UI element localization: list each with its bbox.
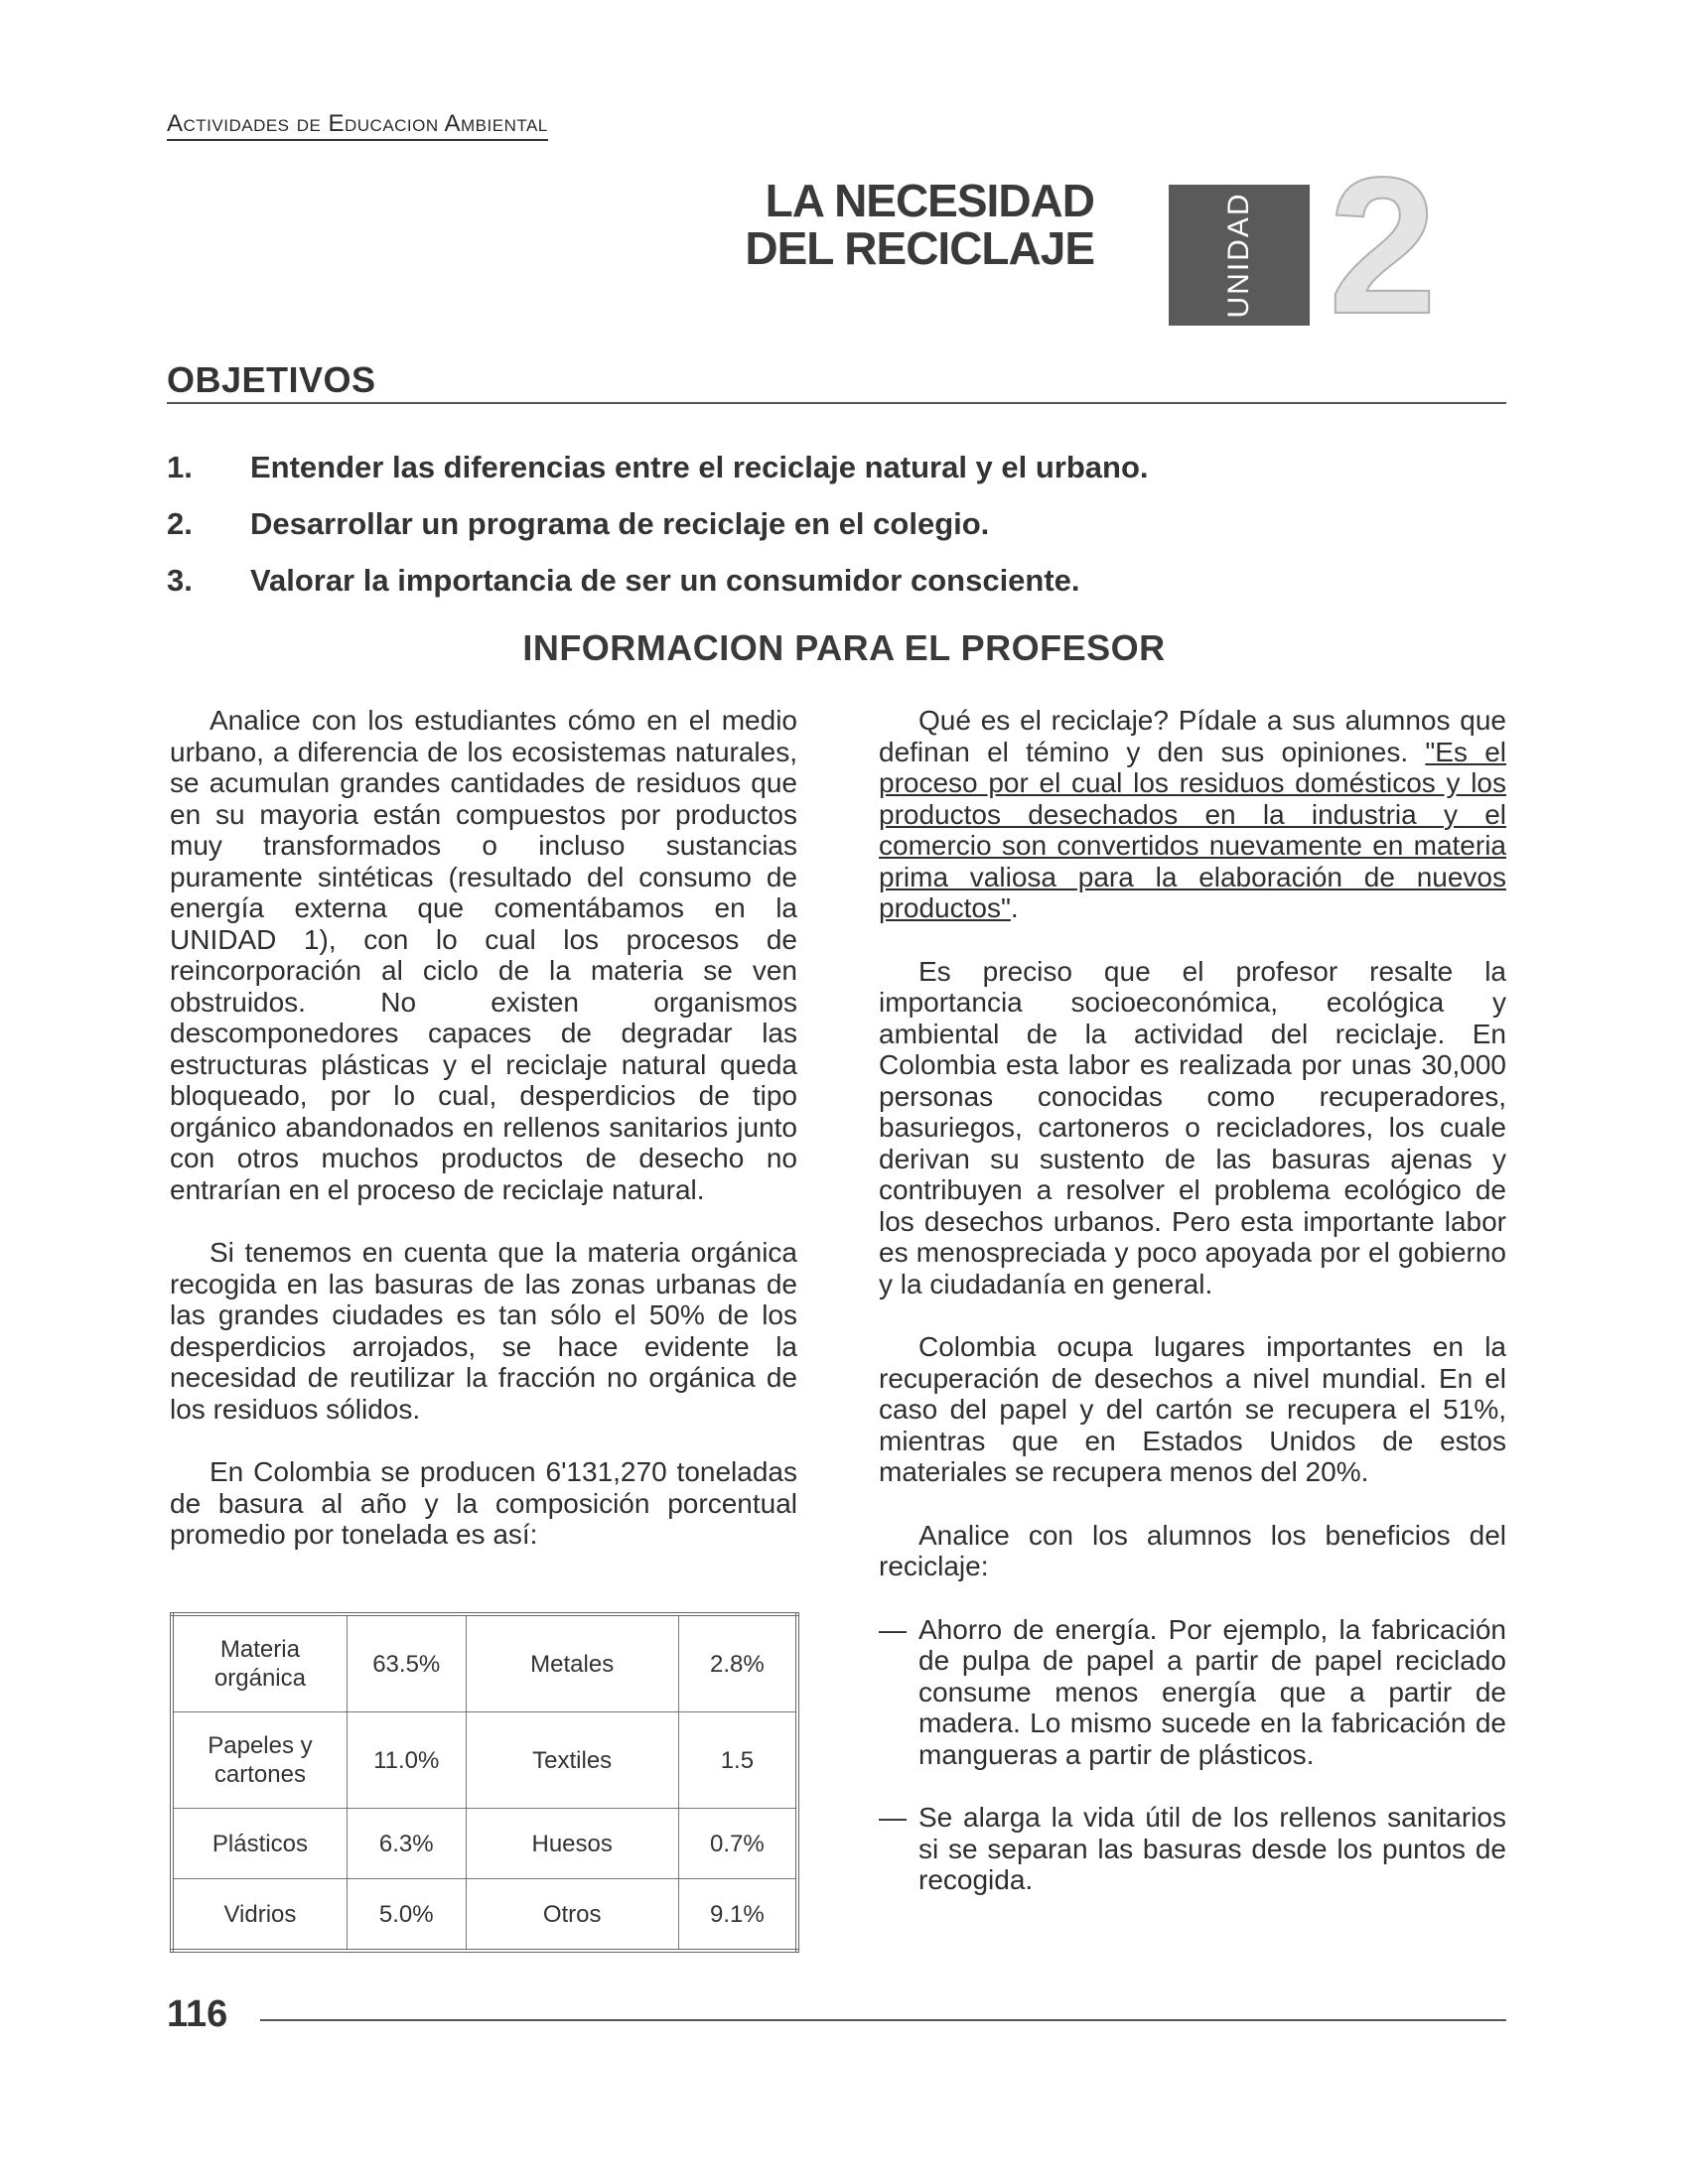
unit-number: 2 bbox=[1329, 137, 1438, 354]
footer-divider bbox=[260, 2019, 1506, 2021]
table-cell-material: Materia orgánica bbox=[172, 1614, 347, 1712]
composition-table bbox=[170, 1612, 799, 1953]
dash-marker: — bbox=[879, 1613, 907, 1645]
left-paragraph-2: Si tenemos en cuenta que la materia orgánica recogida en las basuras de las zonas urbanas de las grandes ciudades es tan sólo el 50% de los desperdicios arrojados, se hace evidente la necesidad de reutilizar la fracción no orgánica de los residuos sólidos. bbox=[170, 1237, 797, 1425]
right-column bbox=[879, 705, 1506, 1928]
table-row bbox=[172, 1614, 797, 1712]
objective-text: Entender las diferencias entre el reciclaje natural y el urbano. bbox=[250, 450, 1149, 484]
table-cell-material: Vidrios bbox=[172, 1879, 347, 1952]
objective-item bbox=[167, 439, 1497, 495]
table-cell-material: Huesos bbox=[466, 1809, 678, 1879]
table-cell-material: Plásticos bbox=[172, 1809, 347, 1879]
definition-question: Qué es el reciclaje? Pídale a sus alumnos que definan el témino y den sus opiniones. bbox=[879, 705, 1506, 767]
benefit-text: Ahorro de energía. Por ejemplo, la fabricación de pulpa de papel a partir de papel reciclado consume menos energía que a partir de madera. Lo mismo sucede en la fabricación de mangueras a partir de plásticos. bbox=[918, 1613, 1506, 1770]
table-row bbox=[172, 1712, 797, 1809]
objective-text: Valorar la importancia de ser un consumidor consciente. bbox=[250, 563, 1080, 598]
objective-text: Desarrollar un programa de reciclaje en el colegio. bbox=[250, 506, 990, 541]
definition-quote: "Es el proceso por el cual los residuos domésticos y los productos desechados en la industria y el comercio son convertidos nuevamente en materia prima valiosa para la elaboración de nuevos productos" bbox=[879, 736, 1506, 923]
objective-item bbox=[167, 552, 1497, 609]
right-paragraph-3: Colombia ocupa lugares importantes en la recuperación de desechos a nivel mundial. En el caso del papel y del cartón se recupera el 51%, mientras que en Estados Unidos de estos materiales se recupera menos del 20%. bbox=[879, 1331, 1506, 1487]
running-header: Actividades de Educacion Ambiental bbox=[167, 111, 548, 141]
table-cell-percent: 6.3% bbox=[347, 1809, 466, 1879]
table-cell-percent: 9.1% bbox=[678, 1879, 797, 1952]
objectives-divider bbox=[167, 402, 1506, 404]
objectives-list bbox=[167, 439, 1497, 609]
left-column bbox=[170, 705, 797, 1582]
info-heading: INFORMACION PARA EL PROFESOR bbox=[522, 627, 1166, 668]
left-paragraph-1: Analice con los estudiantes cómo en el medio urbano, a diferencia de los ecosistemas naturales, se acumulan grandes cantidades de residuos que en su mayoria están compuestos por productos muy transformados o incluso sustancias puramente sintéticas (resultado del consumo de energía externa que comentábamos en la UNIDAD 1), con lo cual los procesos de reincorporación al ciclo de la materia se ven obstruidos. No existen organismos descomponedores capaces de degradar las estructuras plásticas y el reciclaje natural queda bloqueado, por lo cual, desperdicios de tipo orgánico abandonados en rellenos sanitarios junto con otros muchos productos de desecho no entrarían en el proceso de reciclaje natural. bbox=[170, 705, 797, 1205]
table-cell-percent: 2.8% bbox=[678, 1614, 797, 1712]
page-number: 116 bbox=[167, 1993, 228, 2035]
unit-title-line-1: LA NECESIDAD bbox=[765, 175, 1094, 226]
unit-title bbox=[745, 177, 1094, 272]
table-cell-percent: 0.7% bbox=[678, 1809, 797, 1879]
objective-number: 3. bbox=[167, 563, 193, 598]
unit-tag-label: UNIDAD bbox=[1222, 192, 1255, 319]
table-cell-material: Otros bbox=[466, 1879, 678, 1952]
unit-title-line-2: DEL RECICLAJE bbox=[745, 222, 1094, 274]
objective-item bbox=[167, 495, 1497, 552]
benefit-item bbox=[879, 1802, 1506, 1896]
table-cell-percent: 5.0% bbox=[347, 1879, 466, 1952]
right-paragraph-2: Es preciso que el profesor resalte la importancia socioeconómica, ecológica y ambiental de la actividad del reciclaje. En Colombia esta labor es realizada por unas 30,000 personas conocidas como recuperadores, basuriegos, cartoneros o recicladores, los cuale derivan su sustento de las basuras ajenas y contribuyen a resolver el problema ecológico de los desechos urbanos. Pero esta importante labor es menospreciada y poco apoyada por el gobierno y la ciudadanía en general. bbox=[879, 955, 1506, 1299]
dash-marker: — bbox=[879, 1802, 907, 1833]
objective-number: 1. bbox=[167, 450, 193, 484]
table-cell-percent: 11.0% bbox=[347, 1712, 466, 1809]
objectives-heading: OBJETIVOS bbox=[167, 359, 376, 400]
table-cell-material: Textiles bbox=[466, 1712, 678, 1809]
right-paragraph-4: Analice con los alumnos los beneficios del reciclaje: bbox=[879, 1519, 1506, 1581]
left-paragraph-3: En Colombia se producen 6'131,270 toneladas de basura al año y la composición porcentual promedio por tonelada es así: bbox=[170, 1456, 797, 1550]
table-cell-percent: 1.5 bbox=[678, 1712, 797, 1809]
objective-number: 2. bbox=[167, 506, 193, 541]
right-paragraph-1 bbox=[879, 705, 1506, 924]
unit-tag bbox=[1169, 185, 1310, 326]
table-row bbox=[172, 1809, 797, 1879]
definition-end: . bbox=[1010, 892, 1019, 923]
table-cell-percent: 63.5% bbox=[347, 1614, 466, 1712]
benefit-text: Se alarga la vida útil de los rellenos sanitarios si se separan las basuras desde los puntos de recogida. bbox=[918, 1802, 1506, 1895]
table-cell-material: Papeles y cartones bbox=[172, 1712, 347, 1809]
table-cell-material: Metales bbox=[466, 1614, 678, 1712]
benefit-item bbox=[879, 1614, 1506, 1771]
table-row bbox=[172, 1879, 797, 1952]
